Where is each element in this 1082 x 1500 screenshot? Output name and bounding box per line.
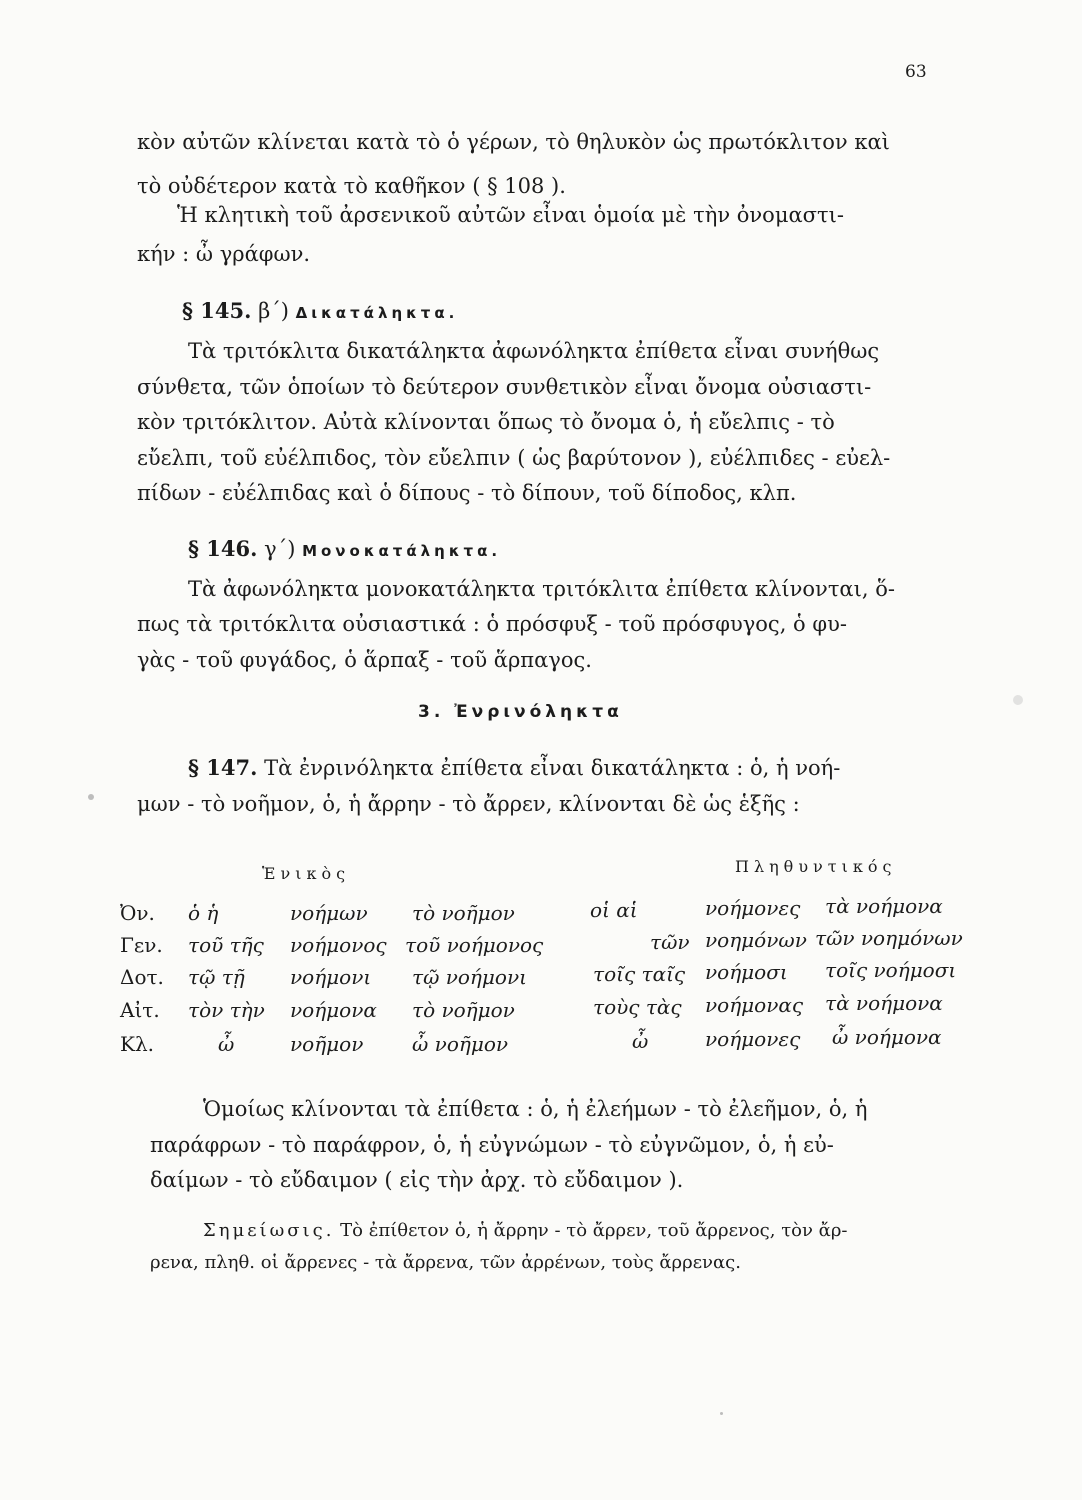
text-line: παράφρων - τὸ παράφρον, ὁ, ἡ εὐγνώμων - τὸ εὐγνῶμον, ὁ, ἡ εὐ-: [150, 1133, 834, 1157]
plural-masc-fem: νοήμοσι: [705, 960, 788, 984]
singular-header: Ἑνικὸς: [262, 864, 351, 883]
subheading: 3. Ἐνρινόληκτα: [418, 702, 623, 722]
singular-masc-fem: νοῆμον: [290, 1032, 364, 1056]
plural-neuter: τὰ νοήμονα: [825, 991, 943, 1015]
text-line: τὸ οὐδέτερον κατὰ τὸ καθῆκον ( § 108 ).: [137, 174, 566, 198]
text-line: πως τὰ τριτόκλιτα οὐσιαστικά : ὁ πρόσφυξ - τοῦ πρόσφυγος, ὁ φυ-: [137, 612, 847, 636]
section-147-line: [188, 757, 840, 779]
plural-article: τοῖς ταῖς: [593, 962, 686, 986]
text-line: Τὰ ἐνρινόληκτα ἐπίθετα εἶναι δικατάληκτα : ὁ, ἡ νοή-: [264, 756, 841, 780]
plural-article: τῶν: [650, 930, 690, 954]
singular-masc-fem: νοήμονα: [290, 998, 377, 1022]
section-145-heading: [182, 300, 458, 322]
note-line: [203, 1222, 847, 1240]
section-number: § 147.: [188, 755, 258, 780]
plural-article: τοὺς τὰς: [593, 995, 682, 1019]
singular-masc-fem: νοήμων: [290, 901, 368, 925]
text-line: κὸν τριτόκλιτον. Αὐτὰ κλίνονται ὅπως τὸ ὄνομα ὁ, ἡ εὔελπις - τὸ: [137, 410, 835, 434]
speck: [88, 794, 94, 800]
singular-article: τοῦ τῆς: [188, 933, 264, 957]
text-line: σύνθετα, τῶν ὁποίων τὸ δεύτερον συνθετικὸν εἶναι ὄνομα οὐσιαστι-: [137, 375, 872, 399]
text-line: δαίμων - τὸ εὔδαιμον ( εἰς τὴν ἀρχ. τὸ εὔδαιμον ).: [150, 1168, 684, 1192]
section-label: γ΄): [264, 537, 296, 561]
text-line: Τὰ τριτόκλιτα δικατάληκτα ἀφωνόληκτα ἐπίθετα εἶναι συνήθως: [188, 339, 880, 363]
singular-article: τὸν τὴν: [188, 998, 265, 1022]
singular-neuter: τὸ νοῆμον: [412, 998, 515, 1022]
plural-neuter: τοῖς νοήμοσι: [825, 958, 957, 982]
text-line: ρενα, πληθ. οἱ ἄρρενες - τὰ ἄρρενα, τῶν ἀρρένων, τοὺς ἄρρενας.: [150, 1252, 741, 1273]
singular-article: τῷ τῇ: [188, 965, 245, 989]
case-label: Αἰτ.: [120, 998, 160, 1022]
section-146-heading: [188, 538, 501, 560]
text-line: Τὰ ἀφωνόληκτα μονοκατάληκτα τριτόκλιτα ἐπίθετα κλίνονται, ὅ-: [188, 577, 895, 601]
text-line: κήν : ὦ γράφων.: [137, 242, 311, 266]
text-line: κὸν αὐτῶν κλίνεται κατὰ τὸ ὁ γέρων, τὸ θηλυκὸν ὡς πρωτόκλιτον καὶ: [137, 130, 890, 154]
plural-neuter: τὰ νοήμονα: [825, 894, 943, 918]
case-label: Γεν.: [120, 933, 163, 957]
text-line: Ἡ κλητικὴ τοῦ ἀρσενικοῦ αὐτῶν εἶναι ὁμοία μὲ τὴν ὀνομαστι-: [177, 203, 844, 227]
text-line: γὰς - τοῦ φυγάδος, ὁ ἅρπαξ - τοῦ ἅρπαγος.: [137, 648, 592, 672]
plural-article: οἱ αἱ: [590, 898, 638, 922]
singular-masc-fem: νοήμονι: [290, 965, 372, 989]
plural-masc-fem: νοήμονες: [705, 896, 801, 920]
text-line: Ὁμοίως κλίνονται τὰ ἐπίθετα : ὁ, ἡ ἐλεήμων - τὸ ἐλεῆμον, ὁ, ἡ: [203, 1097, 868, 1121]
singular-article: ὁ ἡ: [188, 901, 219, 925]
singular-article: ὦ: [218, 1032, 235, 1056]
text-line: εὔελπι, τοῦ εὐέλπιδος, τὸν εὔελπιν ( ὡς βαρύτονον ), εὐέλπιδες - εὐελ-: [137, 446, 891, 470]
note-label: Σημείωσις.: [203, 1220, 335, 1241]
plural-masc-fem: νοήμονας: [705, 993, 804, 1017]
section-title: Δικατάληκτα.: [295, 304, 459, 322]
case-label: Δοτ.: [120, 965, 164, 989]
section-number: § 146.: [188, 536, 258, 561]
section-number: § 145.: [182, 298, 252, 323]
plural-neuter: ὦ νοήμονα: [832, 1025, 942, 1049]
singular-neuter: ὦ νοῆμον: [412, 1032, 509, 1056]
text-line: πίδων - εὐέλπιδας καὶ ὁ δίπους - τὸ δίπουν, τοῦ δίποδος, κλπ.: [137, 481, 797, 505]
speck: [1013, 695, 1023, 705]
plural-neuter: τῶν νοημόνων: [815, 926, 963, 950]
page-number: 63: [905, 62, 927, 82]
singular-masc-fem: νοήμονος: [290, 933, 387, 957]
plural-article: ὦ: [632, 1029, 649, 1053]
section-title: Μονοκατάληκτα.: [302, 542, 502, 560]
singular-neuter: τῷ νοήμονι: [412, 965, 527, 989]
text-line: μων - τὸ νοῆμον, ὁ, ἡ ἄρρην - τὸ ἄρρεν, κλίνονται δὲ ὡς ἑξῆς :: [137, 792, 800, 816]
text-line: Τὸ ἐπίθετον ὁ, ἡ ἄρρην - τὸ ἄρρεν, τοῦ ἄρρενος, τὸν ἄρ-: [340, 1220, 848, 1241]
plural-masc-fem: νοημόνων: [705, 928, 807, 952]
plural-masc-fem: νοήμονες: [705, 1027, 801, 1051]
singular-neuter: τὸ νοῆμον: [412, 901, 515, 925]
section-label: β΄): [258, 299, 289, 323]
singular-neuter: τοῦ νοήμονος: [405, 933, 544, 957]
case-label: Ὀν.: [120, 901, 155, 925]
plural-header: Πληθυντικός: [735, 857, 897, 876]
case-label: Κλ.: [120, 1032, 154, 1056]
speck: [720, 1412, 723, 1415]
